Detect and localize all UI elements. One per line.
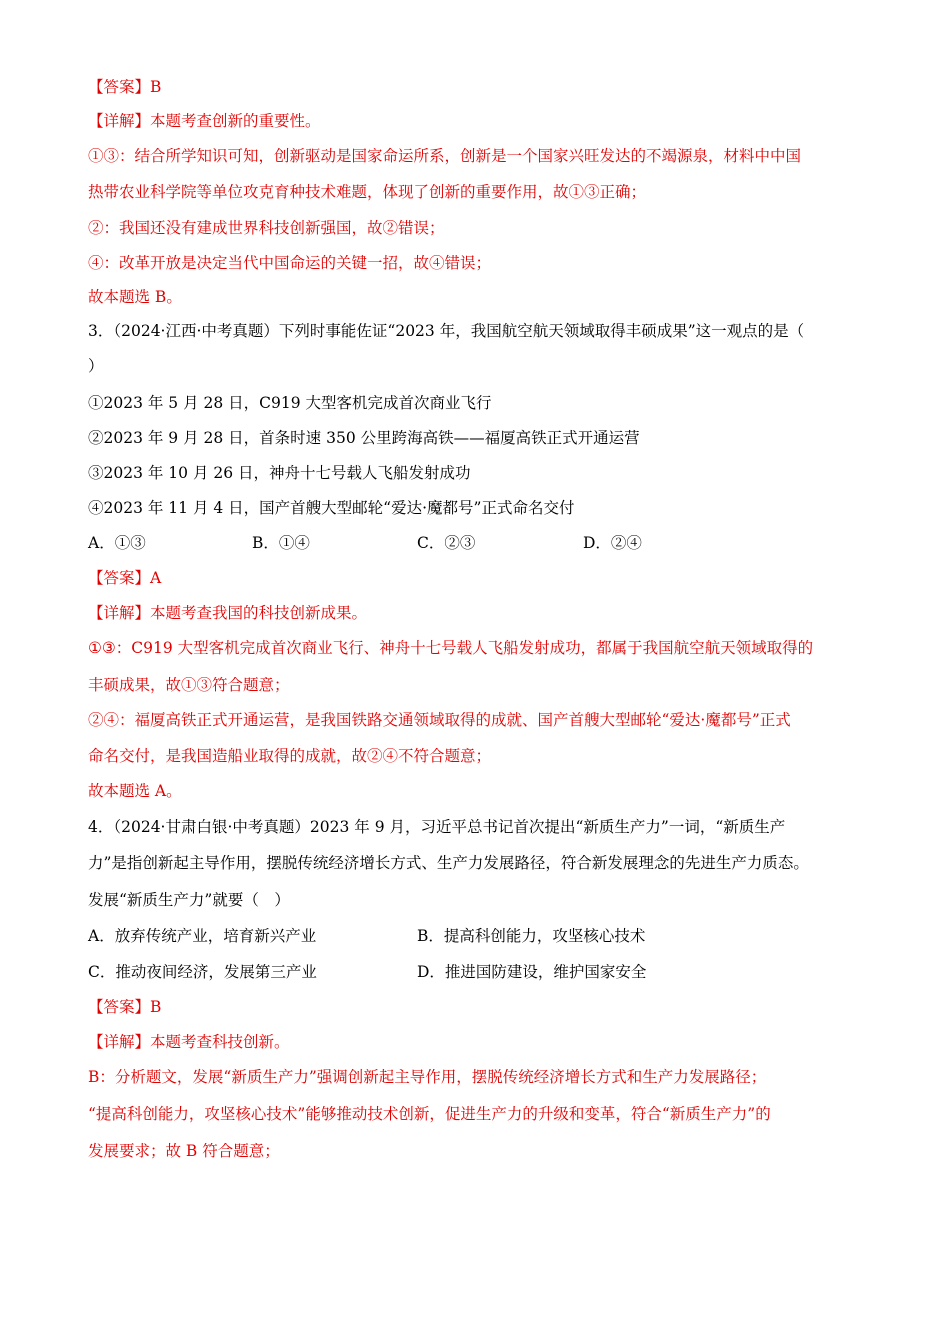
- option-a: A．①③: [88, 534, 146, 552]
- question-stem: 发展“新质生产力”就要（ ）: [88, 891, 290, 909]
- explanation-line: ②：我国还没有建成世界科技创新强国，故②错误；: [88, 219, 445, 237]
- question-stem: ）: [88, 357, 104, 375]
- question-stem: 4．（2024·甘肃白银·中考真题）2023 年 9 月，习近平总书记首次提出“新质生产力”一词，“新质生产: [88, 818, 786, 836]
- option-a: A．放弃传统产业，培育新兴产业: [88, 927, 317, 945]
- explanation-line: 丰硕成果，故①③符合题意；: [88, 676, 290, 694]
- question-item: ④2023 年 11 月 4 日，国产首艘大型邮轮“爱达·魔都号”正式命名交付: [88, 499, 575, 517]
- question-stem: 3．（2024·江西·中考真题）下列时事能佐证“2023 年，我国航空航天领域取得丰硕成果”这一观点的是（: [88, 322, 805, 340]
- option-d: D．推进国防建设，维护国家安全: [417, 963, 647, 981]
- question-item: ③2023 年 10 月 26 日，神舟十七号载人飞船发射成功: [88, 464, 471, 482]
- explanation-line: 命名交付，是我国造船业取得的成就，故②④不符合题意；: [88, 747, 492, 765]
- question-item: ②2023 年 9 月 28 日，首条时速 350 公里跨海高铁——福厦高铁正式开通运营: [88, 429, 640, 447]
- answer-label: 【答案】A: [88, 569, 162, 587]
- option-b: B．提高科创能力，攻坚核心技术: [417, 927, 646, 945]
- option-b: B．①④: [252, 534, 310, 552]
- conclusion-line: 故本题选 A。: [88, 782, 182, 800]
- explanation-line: “提高科创能力，攻坚核心技术”能够推动技术创新，促进生产力的升级和变革，符合“新质生产力”的: [88, 1105, 771, 1123]
- answer-label: 【答案】B: [88, 998, 162, 1016]
- explanation-line: ①③：C919 大型客机完成首次商业飞行、神舟十七号载人飞船发射成功，都属于我国航空航天领域取得的: [88, 639, 814, 657]
- explanation-line: 热带农业科学院等单位攻克育种技术难题，体现了创新的重要作用，故①③正确；: [88, 183, 647, 201]
- answer-label: 【答案】B: [88, 78, 162, 96]
- detail-label: 【详解】本题考查科技创新。: [88, 1033, 290, 1051]
- explanation-line: 发展要求；故 B 符合题意；: [88, 1142, 280, 1160]
- explanation-line: ②④：福厦高铁正式开通运营，是我国铁路交通领域取得的成就、国产首艘大型邮轮“爱达·魔都号”正式: [88, 711, 791, 729]
- explanation-line: B：分析题文，发展“新质生产力”强调创新起主导作用，摆脱传统经济增长方式和生产力发展路径；: [88, 1068, 767, 1086]
- option-d: D．②④: [583, 534, 642, 552]
- option-c: C．推动夜间经济，发展第三产业: [88, 963, 317, 981]
- conclusion-line: 故本题选 B。: [88, 288, 182, 306]
- explanation-line: ④：改革开放是决定当代中国命运的关键一招，故④错误；: [88, 254, 492, 272]
- explanation-line: ①③：结合所学知识可知，创新驱动是国家命运所系，创新是一个国家兴旺发达的不竭源泉，材料中中国: [88, 147, 802, 165]
- option-c: C．②③: [417, 534, 476, 552]
- detail-label: 【详解】本题考查我国的科技创新成果。: [88, 604, 368, 622]
- question-stem: 力”是指创新起主导作用，摆脱传统经济增长方式、生产力发展路径，符合新发展理念的先进生产力质态。: [88, 854, 809, 872]
- detail-label: 【详解】本题考查创新的重要性。: [88, 112, 321, 130]
- question-item: ①2023 年 5 月 28 日，C919 大型客机完成首次商业飞行: [88, 394, 492, 412]
